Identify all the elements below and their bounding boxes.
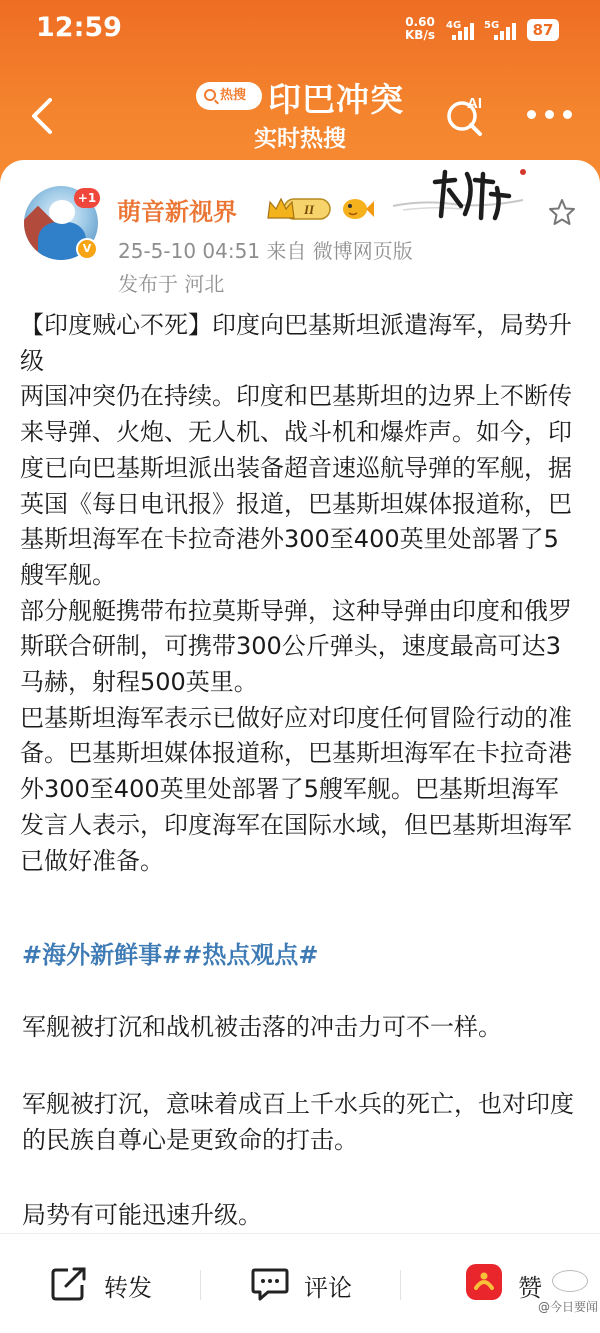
- plus-badge: +1: [74, 188, 100, 208]
- vip-level: II: [304, 202, 315, 217]
- like-icon: [464, 1262, 504, 1302]
- bottom-action-bar: [0, 1233, 600, 1333]
- like-label: 赞: [518, 1274, 542, 1302]
- post-location: 发布于 河北: [118, 272, 225, 296]
- page-subtitle: 实时热搜: [254, 126, 346, 152]
- post-card: [0, 160, 600, 1333]
- net-speed-value: 0.60: [405, 15, 435, 29]
- comment-label: 评论: [304, 1274, 352, 1302]
- net-speed-unit: KB/s: [405, 28, 435, 42]
- post-paragraph: 两国冲突仍在持续。印度和巴基斯坦的边界上不断传来导弹、火炮、无人机、战斗机和爆炸声。如今，印度已向巴基斯坦派出装备超音速巡航导弹的军舰，据英国《每日电讯报》报道，巴基斯坦媒体报道称，巴基斯坦海军在卡拉奇港外300至400英里处部署了5艘军舰。: [20, 382, 572, 589]
- hot-search-badge: [196, 82, 262, 110]
- page-title: 印巴冲突: [268, 80, 404, 119]
- repost-button[interactable]: [50, 1264, 160, 1304]
- divider: [200, 1270, 201, 1300]
- author-name[interactable]: 萌音新视界: [117, 198, 237, 226]
- net-speed: [405, 16, 435, 42]
- battery-icon: 87: [527, 19, 559, 41]
- comment-icon: [250, 1266, 290, 1302]
- vip-crown-icon: [266, 196, 332, 222]
- more-icon[interactable]: [527, 110, 573, 120]
- post-body: [20, 308, 580, 879]
- verified-badge: V: [76, 238, 98, 260]
- signal-4g-icon: [452, 22, 476, 40]
- hashtag-links[interactable]: #海外新鲜事##热点观点#: [22, 941, 319, 969]
- comment-button[interactable]: [250, 1264, 360, 1304]
- hot-search-badge-label: 热搜: [220, 88, 247, 103]
- status-bar: [0, 0, 600, 60]
- ai-label: AI: [467, 95, 482, 112]
- divider: [400, 1270, 401, 1300]
- post-comment-line: 军舰被打沉，意味着成百上千水兵的死亡，也对印度的民族自尊心是更致命的打击。: [22, 1090, 574, 1154]
- ai-search-icon[interactable]: [444, 92, 490, 138]
- post-paragraph: 部分舰艇携带布拉莫斯导弹，这种导弹由印度和俄罗斯联合研制，可携带300公斤弹头，速度最高可达3马赫，射程500英里。: [20, 596, 572, 697]
- repost-icon: [50, 1266, 88, 1302]
- watermark: @今日要闻: [538, 1300, 599, 1314]
- status-time: 12:59: [36, 12, 122, 43]
- post-comment-line: 局势有可能迅速升级。: [22, 1201, 262, 1229]
- watermark-bubble-icon: [552, 1270, 588, 1292]
- post-paragraph: 巴基斯坦海军表示已做好应对印度任何冒险行动的准备。巴基斯坦媒体报道称，巴基斯坦海军在卡拉奇港外300至400英里处部署了5艘军舰。巴基斯坦海军发言人表示，印度海军在国际水域，但巴基斯坦海军已做好准备。: [20, 703, 572, 875]
- signal-5g-label: 5G: [484, 20, 500, 31]
- fish-icon: [340, 194, 374, 222]
- favorite-star-icon[interactable]: [548, 198, 576, 226]
- calligraphy-decoration-icon: [383, 160, 543, 226]
- post-meta: 25-5-10 04:51 来自 微博网页版: [118, 239, 413, 263]
- post-paragraph: 【印度贼心不死】印度向巴基斯坦派遣海军，局势升级: [20, 311, 572, 375]
- repost-label: 转发: [104, 1274, 152, 1302]
- signal-5g-icon: [494, 22, 518, 40]
- search-icon: [204, 89, 216, 101]
- signal-4g-label: 4G: [446, 20, 462, 31]
- post-comment-line: 军舰被打沉和战机被击落的冲击力可不一样。: [22, 1013, 502, 1041]
